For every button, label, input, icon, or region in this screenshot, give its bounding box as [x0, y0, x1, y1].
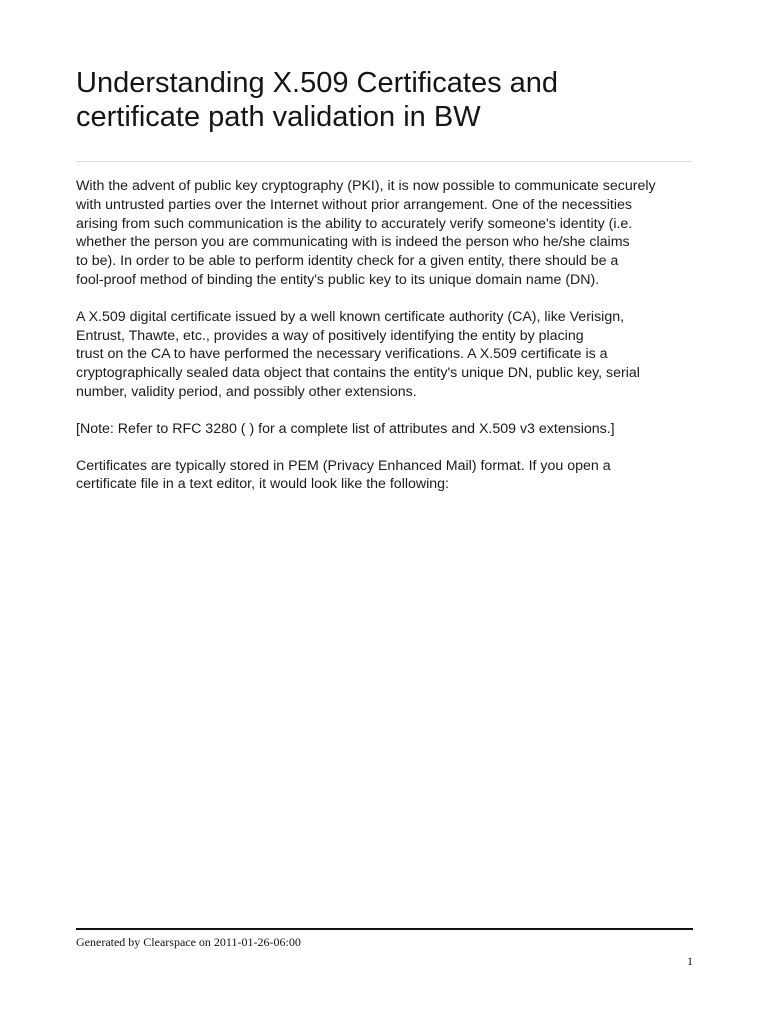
paragraph-x509-certificate [76, 308, 706, 402]
paragraph-pki-intro [76, 177, 706, 290]
document-title [76, 66, 696, 134]
text-line: trust on the CA to have performed the necessary verifications. A X.509 certificate is a [76, 346, 608, 363]
text-line: arising from such communication is the ability to accurately verify someone's identity (i.e. [76, 215, 633, 232]
text-line: certificate file in a text editor, it would look like the following: [76, 476, 450, 493]
title-line: certificate path validation in BW [76, 101, 481, 133]
text-line: number, validity period, and possibly other extensions. [76, 383, 417, 400]
document-body [76, 177, 706, 512]
title-line: Understanding X.509 Certificates and [76, 67, 559, 99]
text-line: A X.509 digital certificate issued by a well known certificate authority (CA), like Verisign, [76, 308, 625, 325]
title-divider [76, 161, 693, 162]
text-line: to be). In order to be able to perform identity check for a given entity, there should be a [76, 253, 619, 270]
text-line: [Note: Refer to RFC 3280 ( ) for a complete list of attributes and X.509 v3 extensions.] [76, 420, 615, 437]
text-line: With the advent of public key cryptography (PKI), it is now possible to communicate securely [76, 178, 656, 194]
footer-divider [76, 928, 693, 930]
paragraph-rfc-note [76, 420, 706, 439]
text-line: whether the person you are communicating with is indeed the person who he/she claims [76, 234, 630, 251]
page-number: 1 [687, 954, 693, 968]
text-line: cryptographically sealed data object that contains the entity's unique DN, public key, serial [76, 365, 640, 382]
paragraph-pem-format [76, 457, 706, 495]
text-line: with untrusted parties over the Internet without prior arrangement. One of the necessities [76, 196, 632, 213]
text-line: fool-proof method of binding the entity's public key to its unique domain name (DN). [76, 271, 600, 288]
text-line: Entrust, Thawte, etc., provides a way of positively identifying the entity by placing [76, 327, 584, 344]
footer-generated-text: Generated by Clearspace on 2011-01-26-06:00 [76, 935, 301, 949]
text-line: Certificates are typically stored in PEM (Privacy Enhanced Mail) format. If you open a [76, 457, 611, 474]
